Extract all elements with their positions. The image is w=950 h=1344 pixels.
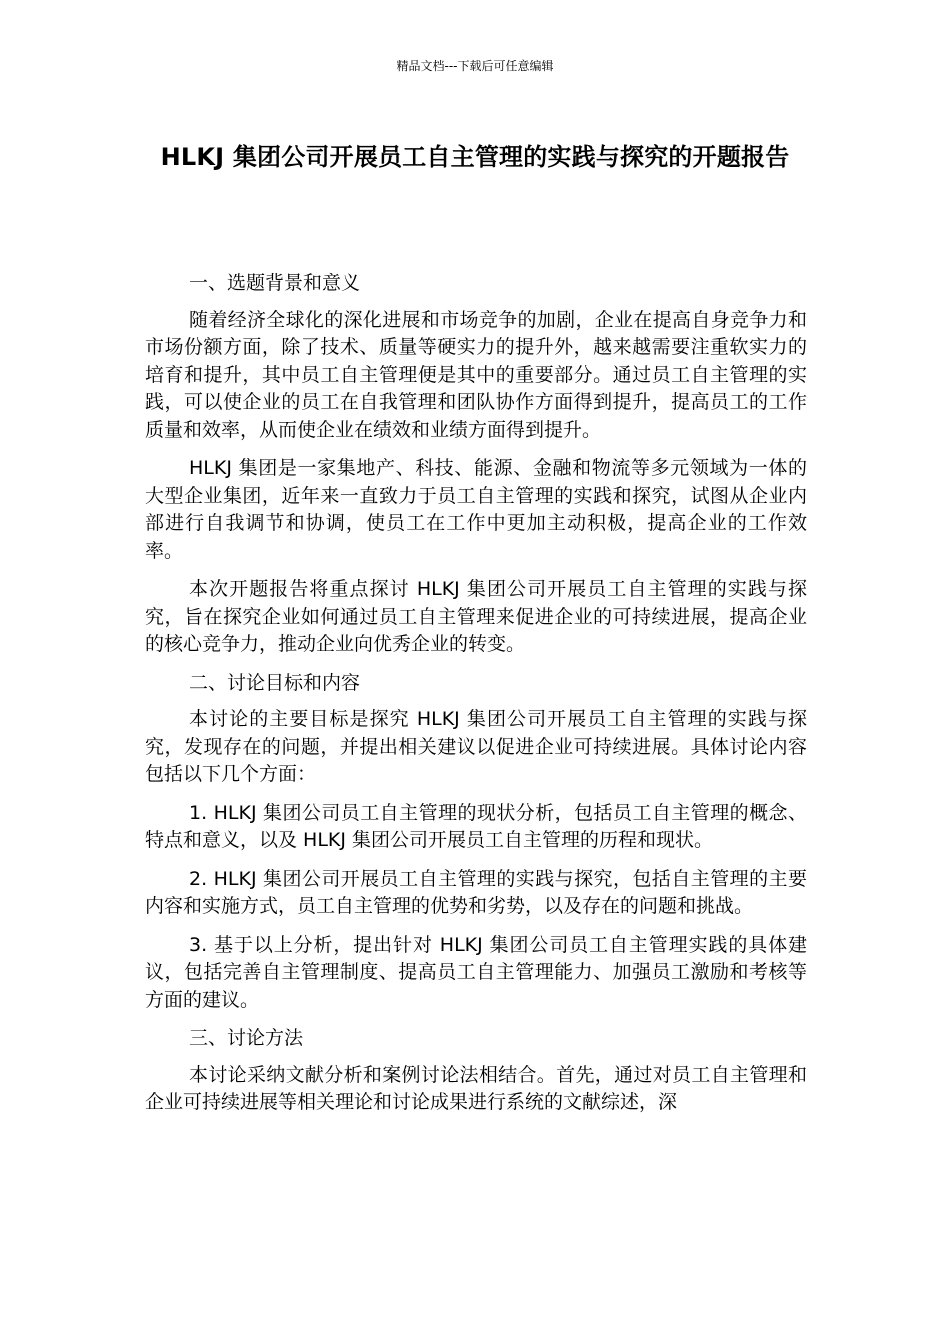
document-title: HLKJ 集团公司开展员工自主管理的实践与探究的开题报告 xyxy=(160,143,790,171)
paragraph-background-3: 本次开题报告将重点探讨 HLKJ 集团公司开展员工自主管理的实践与探究，旨在探究企业如何通过员工自主管理来促进企业的可持续进展，提高企业的核心竞争力，推动企业向优秀企业的转变。 xyxy=(145,578,807,655)
paragraph-background-2: HLKJ 集团是一家集地产、科技、能源、金融和物流等多元领域为一体的大型企业集团，近年来一直致力于员工自主管理的实践和探究，试图从企业内部进行自我调节和协调，使员工在工作中更加主动积极，提高企业的工作效率。 xyxy=(145,457,807,562)
paragraph-background-1: 随着经济全球化的深化进展和市场竞争的加剧，企业在提高自身竞争力和市场份额方面，除了技术、质量等硬实力的提升外，越来越需要注重软实力的培育和提升，其中员工自主管理便是其中的重要部分。通过员工自主管理的实践，可以使企业的员工在自我管理和团队协作方面得到提升，提高员工的工作质量和效率，从而使企业在绩效和业绩方面得到提升。 xyxy=(145,308,807,441)
document-body xyxy=(145,270,807,1128)
list-item-goal-1: 1. HLKJ 集团公司员工自主管理的现状分析，包括员工自主管理的概念、特点和意义，以及 HLKJ 集团公司开展员工自主管理的历程和现状。 xyxy=(145,801,807,851)
section-heading-goals: 二、讨论目标和内容 xyxy=(189,671,361,694)
section-heading-methods: 三、讨论方法 xyxy=(189,1027,304,1049)
paragraph-goals-intro: 本讨论的主要目标是探究 HLKJ 集团公司开展员工自主管理的实践与探究，发现存在的问题，并提出相关建议以促进企业可持续进展。具体讨论内容包括以下几个方面： xyxy=(145,708,807,785)
page-header-note: 精品文档---下载后可任意编辑 xyxy=(396,59,554,73)
paragraph-methods-1: 本讨论采纳文献分析和案例讨论法相结合。首先，通过对员工自主管理和企业可持续进展等相关理论和讨论成果进行系统的文献综述，深 xyxy=(145,1063,807,1113)
section-heading-background: 一、选题背景和意义 xyxy=(189,272,361,294)
list-item-goal-2: 2. HLKJ 集团公司开展员工自主管理的实践与探究，包括自主管理的主要内容和实施方式，员工自主管理的优势和劣势，以及存在的问题和挑战。 xyxy=(145,867,807,917)
list-item-goal-3: 3. 基于以上分析，提出针对 HLKJ 集团公司员工自主管理实践的具体建议，包括完善自主管理制度、提高员工自主管理能力、加强员工激励和考核等方面的建议。 xyxy=(145,933,807,1011)
